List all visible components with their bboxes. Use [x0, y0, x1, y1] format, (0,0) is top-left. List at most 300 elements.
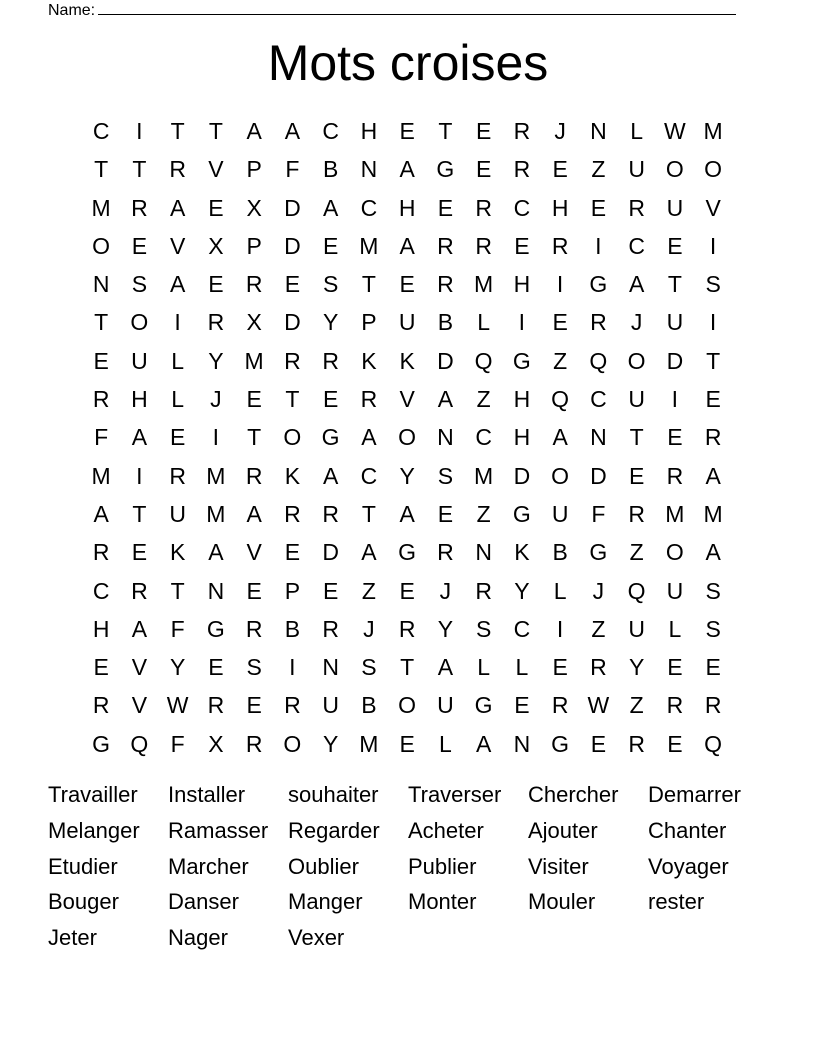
grid-letter: E: [437, 500, 454, 527]
grid-letter: H: [513, 271, 531, 298]
grid-letter: G: [474, 692, 493, 719]
grid-letter: L: [630, 118, 644, 144]
grid-letter: U: [628, 386, 645, 413]
page-title: Mots croises: [267, 35, 549, 91]
grid-letter: U: [666, 577, 684, 604]
word-list-item: Ramasser: [168, 817, 269, 843]
grid-letter: G: [589, 539, 608, 566]
grid-letter: A: [169, 271, 186, 298]
grid-letter: N: [590, 424, 607, 451]
grid-letter: N: [513, 730, 531, 757]
word-list-item: Marcher: [168, 853, 249, 879]
grid-letter: R: [322, 347, 339, 374]
grid-letter: F: [285, 156, 300, 183]
grid-letter: F: [591, 500, 606, 527]
grid-letter: R: [92, 692, 110, 719]
grid-letter: N: [475, 539, 492, 566]
grid-letter: Y: [437, 615, 454, 642]
grid-letter: I: [671, 386, 679, 413]
grid-letter: L: [438, 730, 452, 757]
grid-letter: L: [515, 654, 529, 681]
word-list-item: Installer: [168, 782, 246, 807]
grid-letter: L: [171, 386, 185, 413]
grid-letter: U: [322, 692, 339, 719]
grid-letter: I: [709, 232, 717, 259]
grid-letter: G: [398, 539, 417, 566]
grid-letter: O: [283, 730, 302, 757]
grid-letter: V: [399, 386, 415, 413]
grid-letter: K: [399, 347, 415, 374]
grid-letter: F: [94, 424, 109, 451]
grid-letter: E: [208, 271, 224, 298]
grid-letter: R: [245, 730, 263, 757]
grid-letter: R: [513, 118, 531, 144]
grid-letter: R: [322, 500, 339, 527]
grid-letter: G: [589, 271, 608, 298]
word-list-item: Traverser: [408, 782, 502, 807]
grid-letter: E: [667, 424, 683, 451]
grid-letter: O: [130, 309, 149, 336]
grid-letter: Y: [628, 654, 645, 681]
grid-letter: U: [666, 194, 684, 221]
grid-letter: R: [245, 271, 263, 298]
grid-letter: B: [361, 692, 377, 719]
word-list-item: Monter: [408, 889, 477, 915]
grid-letter: R: [92, 386, 110, 413]
grid-letter: E: [208, 654, 224, 681]
grid-letter: R: [284, 347, 301, 374]
grid-letter: R: [131, 577, 148, 604]
grid-letter: E: [246, 577, 262, 604]
grid-letter: E: [437, 194, 454, 221]
grid-letter: W: [166, 692, 189, 719]
grid-letter: A: [131, 615, 148, 642]
grid-letter: D: [590, 462, 607, 489]
word-list-item: Chanter: [648, 817, 727, 843]
grid-letter: T: [400, 654, 415, 681]
grid-letter: E: [667, 232, 683, 259]
grid-letter: E: [93, 347, 109, 374]
grid-letter: R: [92, 539, 110, 566]
grid-letter: N: [590, 118, 607, 144]
grid-letter: E: [284, 539, 301, 566]
grid-letter: R: [590, 654, 607, 681]
grid-letter: I: [518, 309, 526, 336]
grid-letter: Z: [591, 615, 606, 642]
grid-letter: R: [284, 500, 301, 527]
grid-letter: K: [361, 347, 377, 374]
grid-letter: E: [246, 386, 262, 413]
word-list-item: Jeter: [48, 925, 97, 951]
grid-letter: H: [551, 194, 569, 221]
grid-letter: E: [322, 232, 339, 259]
grid-letter: T: [285, 386, 300, 413]
grid-letter: E: [552, 654, 568, 681]
grid-letter: H: [360, 118, 378, 144]
word-list-item: Etudier: [48, 853, 118, 879]
grid-letter: A: [437, 386, 454, 413]
grid-letter: A: [208, 539, 224, 566]
letter-grid: [82, 112, 732, 763]
grid-letter: O: [665, 156, 684, 183]
grid-letter: S: [246, 654, 262, 681]
grid-letter: O: [398, 424, 417, 451]
grid-letter: F: [170, 615, 185, 642]
grid-letter: A: [246, 118, 262, 144]
grid-letter: U: [551, 500, 569, 527]
grid-letter: Q: [704, 730, 723, 757]
grid-letter: M: [359, 232, 379, 259]
grid-letter: Q: [589, 347, 608, 374]
grid-letter: P: [284, 577, 301, 604]
grid-letter: E: [208, 194, 224, 221]
grid-letter: A: [628, 271, 645, 298]
grid-letter: I: [556, 271, 564, 298]
grid-letter: A: [399, 232, 415, 259]
grid-letter: I: [709, 309, 717, 336]
word-list-item: Oublier: [288, 853, 359, 879]
grid-letter: X: [246, 194, 262, 221]
grid-letter: T: [629, 424, 644, 451]
word-list-item: Melanger: [48, 817, 140, 843]
grid-letter: S: [361, 654, 377, 681]
grid-letter: M: [206, 462, 226, 489]
grid-letter: R: [475, 577, 492, 604]
grid-letter: D: [513, 462, 531, 489]
grid-letter: E: [514, 692, 530, 719]
grid-letter: E: [131, 232, 148, 259]
grid-letter: R: [207, 692, 225, 719]
grid-letter: S: [322, 271, 339, 298]
grid-letter: T: [170, 118, 185, 144]
grid-letter: D: [284, 232, 301, 259]
grid-letter: D: [666, 347, 684, 374]
grid-letter: E: [590, 194, 607, 221]
grid-letter: G: [551, 730, 570, 757]
grid-letter: A: [552, 424, 568, 451]
word-list-item: Chercher: [528, 782, 619, 807]
grid-letter: C: [92, 577, 110, 604]
grid-letter: A: [322, 194, 339, 221]
grid-letter: P: [246, 156, 262, 183]
grid-letter: M: [244, 347, 264, 374]
grid-letter: R: [628, 730, 645, 757]
grid-letter: N: [437, 424, 454, 451]
grid-letter: O: [283, 424, 302, 451]
word-list-item: souhaiter: [288, 782, 379, 807]
grid-letter: S: [705, 577, 721, 604]
grid-letter: Z: [553, 347, 568, 374]
grid-letter: R: [437, 539, 454, 566]
grid-letter: E: [475, 118, 492, 144]
grid-letter: R: [322, 615, 339, 642]
grid-letter: M: [474, 462, 494, 489]
grid-letter: E: [552, 156, 568, 183]
grid-letter: V: [246, 539, 262, 566]
grid-letter: R: [704, 692, 722, 719]
grid-letter: C: [513, 615, 531, 642]
grid-letter: B: [552, 539, 568, 566]
grid-letter: A: [361, 424, 377, 451]
grid-letter: G: [206, 615, 225, 642]
grid-letter: U: [398, 309, 416, 336]
grid-letter: R: [628, 500, 645, 527]
grid-letter: E: [322, 386, 339, 413]
grid-letter: S: [705, 271, 721, 298]
grid-letter: M: [91, 194, 111, 221]
grid-letter: T: [132, 156, 147, 183]
grid-letter: R: [551, 232, 569, 259]
grid-letter: S: [437, 462, 454, 489]
grid-letter: A: [399, 156, 415, 183]
grid-letter: V: [131, 654, 148, 681]
grid-letter: E: [284, 271, 301, 298]
grid-letter: T: [361, 271, 376, 298]
grid-letter: V: [131, 692, 148, 719]
grid-letter: E: [705, 386, 721, 413]
grid-letter: G: [321, 424, 340, 451]
word-list-item: Publier: [408, 853, 477, 879]
grid-letter: N: [322, 654, 339, 681]
grid-letter: R: [590, 309, 607, 336]
grid-letter: L: [477, 309, 491, 336]
word-list-item: Acheter: [408, 817, 484, 843]
grid-letter: U: [628, 156, 645, 183]
grid-letter: G: [92, 730, 111, 757]
grid-letter: R: [475, 194, 492, 221]
word-list-item: Mouler: [528, 889, 596, 915]
grid-letter: P: [361, 309, 377, 336]
grid-letter: E: [475, 156, 492, 183]
grid-letter: Z: [591, 156, 606, 183]
grid-letter: C: [322, 118, 339, 144]
grid-letter: J: [439, 577, 452, 604]
grid-letter: E: [628, 462, 645, 489]
grid-letter: B: [437, 309, 454, 336]
grid-letter: K: [284, 462, 301, 489]
grid-letter: A: [169, 194, 186, 221]
grid-letter: U: [169, 500, 186, 527]
grid-letter: R: [284, 692, 301, 719]
grid-letter: E: [667, 654, 683, 681]
grid-letter: E: [514, 232, 530, 259]
grid-letter: R: [666, 462, 684, 489]
grid-letter: C: [360, 194, 378, 221]
grid-letter: H: [513, 386, 531, 413]
grid-letter: E: [399, 730, 415, 757]
grid-letter: E: [131, 539, 148, 566]
grid-letter: X: [208, 730, 224, 757]
grid-letter: E: [322, 577, 339, 604]
grid-letter: N: [360, 156, 378, 183]
grid-letter: Z: [629, 692, 644, 719]
grid-letter: L: [171, 347, 185, 374]
grid-letter: O: [704, 156, 723, 183]
grid-letter: C: [475, 424, 492, 451]
name-label: Name:: [48, 2, 96, 19]
grid-letter: W: [664, 118, 686, 144]
grid-letter: K: [169, 539, 186, 566]
grid-letter: C: [590, 386, 607, 413]
word-list-item: Danser: [168, 889, 239, 915]
grid-letter: D: [284, 194, 301, 221]
grid-letter: K: [514, 539, 530, 566]
grid-letter: Z: [476, 500, 491, 527]
grid-letter: E: [399, 577, 415, 604]
grid-letter: E: [399, 118, 415, 144]
grid-letter: A: [437, 654, 454, 681]
grid-letter: S: [705, 615, 721, 642]
grid-letter: E: [705, 654, 721, 681]
grid-letter: S: [131, 271, 148, 298]
name-underline: [98, 0, 736, 15]
grid-letter: C: [513, 194, 531, 221]
grid-letter: V: [705, 194, 721, 221]
grid-letter: A: [705, 462, 721, 489]
grid-letter: Y: [322, 730, 339, 757]
grid-letter: R: [551, 692, 569, 719]
word-list-item: Voyager: [648, 853, 729, 879]
grid-letter: T: [706, 347, 721, 374]
word-list-item: Vexer: [288, 925, 345, 951]
grid-letter: J: [554, 118, 566, 144]
grid-letter: M: [474, 271, 494, 298]
grid-letter: H: [92, 615, 110, 642]
grid-letter: Z: [629, 539, 644, 566]
grid-letter: A: [131, 424, 148, 451]
grid-letter: M: [703, 118, 723, 144]
grid-letter: J: [592, 577, 605, 604]
grid-letter: O: [627, 347, 646, 374]
grid-letter: T: [132, 500, 147, 527]
grid-letter: J: [210, 386, 222, 413]
grid-letter: R: [704, 424, 722, 451]
grid-letter: A: [246, 500, 262, 527]
grid-letter: U: [628, 615, 645, 642]
grid-letter: Y: [322, 309, 339, 336]
grid-letter: O: [92, 232, 111, 259]
grid-letter: R: [437, 271, 454, 298]
grid-letter: B: [284, 615, 301, 642]
grid-letter: R: [245, 615, 263, 642]
grid-letter: Y: [399, 462, 415, 489]
grid-letter: M: [206, 500, 226, 527]
grid-letter: J: [630, 309, 643, 336]
grid-letter: I: [174, 309, 181, 336]
grid-letter: X: [246, 309, 262, 336]
grid-letter: H: [131, 386, 148, 413]
word-list-item: Travailler: [48, 782, 138, 807]
grid-letter: C: [92, 118, 110, 144]
grid-letter: R: [207, 309, 225, 336]
grid-letter: R: [131, 194, 148, 221]
grid-letter: E: [590, 730, 607, 757]
grid-letter: X: [208, 232, 224, 259]
grid-letter: I: [289, 654, 296, 681]
grid-letter: E: [246, 692, 262, 719]
grid-letter: G: [512, 500, 531, 527]
grid-letter: L: [553, 577, 567, 604]
grid-letter: T: [667, 271, 682, 298]
grid-letter: B: [322, 156, 339, 183]
grid-letter: P: [246, 232, 262, 259]
grid-letter: Q: [474, 347, 493, 374]
grid-letter: R: [513, 156, 531, 183]
grid-letter: T: [247, 424, 262, 451]
word-list-item: Regarder: [288, 817, 380, 843]
grid-letter: T: [94, 309, 109, 336]
grid-letter: C: [360, 462, 378, 489]
grid-letter: I: [595, 232, 602, 259]
grid-letter: Y: [514, 577, 530, 604]
grid-letter: R: [475, 232, 492, 259]
grid-letter: R: [666, 692, 684, 719]
grid-letter: A: [284, 118, 301, 144]
grid-letter: T: [208, 118, 223, 144]
grid-letter: U: [437, 692, 454, 719]
grid-letter: A: [475, 730, 492, 757]
grid-letter: R: [628, 194, 645, 221]
grid-letter: Z: [361, 577, 376, 604]
grid-letter: R: [169, 462, 186, 489]
word-list-item: Manger: [288, 889, 363, 915]
grid-letter: E: [169, 424, 186, 451]
grid-letter: A: [322, 462, 339, 489]
grid-letter: J: [363, 615, 375, 642]
grid-letter: D: [437, 347, 454, 374]
grid-letter: L: [668, 615, 682, 642]
grid-letter: I: [136, 118, 143, 144]
name-field: [48, 0, 736, 20]
grid-letter: V: [208, 156, 224, 183]
word-list: [48, 777, 768, 956]
grid-letter: G: [436, 156, 455, 183]
word-list-item: rester: [648, 889, 705, 915]
grid-letter: Q: [627, 577, 646, 604]
grid-letter: Y: [208, 347, 224, 374]
word-list-item: Visiter: [528, 853, 589, 879]
grid-letter: O: [665, 539, 684, 566]
grid-letter: T: [438, 118, 453, 144]
grid-letter: H: [398, 194, 416, 221]
grid-letter: I: [212, 424, 220, 451]
grid-letter: M: [703, 500, 723, 527]
grid-letter: E: [93, 654, 109, 681]
grid-letter: V: [169, 232, 186, 259]
grid-letter: A: [361, 539, 377, 566]
grid-letter: A: [705, 539, 721, 566]
grid-letter: N: [92, 271, 110, 298]
grid-letter: Z: [476, 386, 491, 413]
grid-letter: E: [399, 271, 415, 298]
grid-letter: A: [93, 500, 109, 527]
grid-letter: H: [513, 424, 531, 451]
grid-letter: D: [284, 309, 301, 336]
grid-letter: Q: [551, 386, 570, 413]
word-list-item: Bouger: [48, 889, 119, 915]
grid-letter: I: [556, 615, 564, 642]
word-list-item: Nager: [168, 925, 228, 951]
grid-letter: E: [667, 730, 683, 757]
grid-letter: T: [94, 156, 109, 183]
grid-letter: I: [136, 462, 143, 489]
grid-letter: G: [512, 347, 531, 374]
grid-letter: M: [359, 730, 379, 757]
grid-letter: R: [398, 615, 416, 642]
grid-letter: D: [322, 539, 339, 566]
grid-letter: O: [551, 462, 570, 489]
grid-letter: S: [475, 615, 492, 642]
